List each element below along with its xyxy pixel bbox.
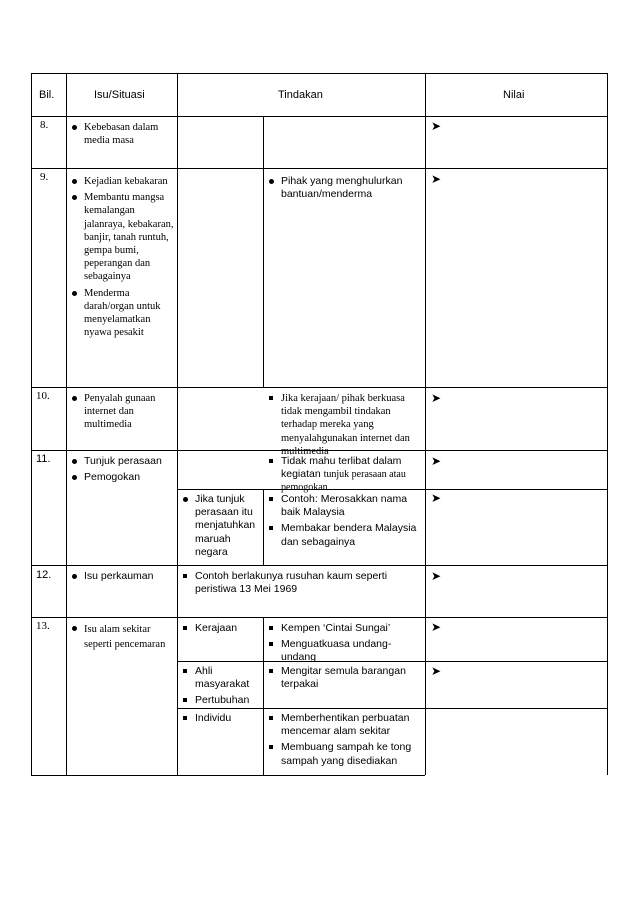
item-text: Pertubuhan (195, 694, 250, 707)
item-text: Membakar bendera Malaysia dan sebagainya (281, 522, 417, 548)
item-text: Isu alam sekitar seperti pencemaran (84, 624, 166, 650)
item-text: Pihak yang menghulurkan bantuan/menderma (281, 175, 403, 201)
arrowhead-icon: ➤ (431, 119, 442, 133)
item-text: Membantu mangsa kemalangan jalanraya, kebakaran, banjir, tanah runtuh, gempa bumi, peperangan dan sebagainya (84, 192, 174, 283)
rule-col-tindakan-inner-8-9 (263, 116, 264, 387)
list-item (70, 570, 174, 583)
row-number: 10. (36, 390, 50, 402)
item-text: Contoh berlakunya rusuhan kaum seperti peristiwa 13 Mei 1969 (195, 570, 388, 596)
item-text: Tidak mahu terlibat dalam kegiatan (281, 455, 402, 481)
item-text: Kebebasan dalam media masa (84, 122, 159, 147)
list-item (70, 191, 174, 283)
item-text: Ahli masyarakat (195, 665, 250, 691)
list-item (267, 522, 424, 548)
list-item (267, 665, 424, 691)
rule-row-8-bottom (31, 168, 607, 169)
item-text: Individu (195, 712, 232, 724)
rule-top (31, 73, 607, 74)
item-text: Menderma darah/organ untuk menyelamatkan nyawa pesakit (84, 287, 161, 339)
item-text: Mengitar semula barangan terpakai (281, 665, 406, 691)
list-item (267, 712, 424, 738)
cell-tindakan (267, 665, 424, 694)
arrowhead-icon: ➤ (431, 491, 442, 505)
arrowhead-icon: ➤ (431, 569, 442, 583)
cell-isu (70, 175, 174, 342)
cell-isu (70, 121, 174, 150)
header-isu-situasi: Isu/Situasi (94, 89, 145, 101)
cell-pihak (181, 665, 261, 711)
cell-situasi (181, 493, 261, 562)
rule-row-9-bottom (31, 387, 607, 388)
row-number: 12. (36, 569, 52, 581)
rule-col-tindakan-inner-13 (263, 617, 264, 775)
cell-tindakan (267, 392, 424, 457)
cell-isu (70, 455, 174, 487)
list-item (181, 570, 421, 596)
item-text: Jika tunjuk perasaan itu menjatuhkan maruah negara (195, 493, 256, 558)
row-number: 13. (36, 620, 50, 632)
rule-header-bottom (31, 116, 607, 117)
list-item (267, 455, 424, 495)
rule-col-bil (66, 73, 67, 775)
row-number: 8. (40, 119, 49, 131)
rule-left (31, 73, 32, 775)
cell-isu (70, 570, 174, 586)
item-text: Menguatkuasa undang-undang (281, 638, 392, 664)
header-nilai: Nilai (503, 89, 525, 101)
item-text: Kejadian kebakaran (84, 176, 168, 187)
rule-col-nilai (425, 73, 426, 775)
item-text: Penyalah gunaan internet dan multimedia (84, 393, 156, 431)
arrowhead-icon: ➤ (431, 172, 442, 186)
cell-tindakan (267, 455, 424, 494)
list-item (267, 638, 424, 664)
item-text: Kempen ‘Cintai Sungai’ (281, 622, 391, 634)
item-text-continued: tunjuk perasaan atau pemogokan (281, 469, 406, 494)
item-text: Kerajaan (195, 622, 238, 634)
cell-pihak (181, 712, 261, 728)
list-item (70, 471, 174, 484)
rule-right (607, 73, 608, 775)
arrowhead-icon: ➤ (431, 620, 442, 634)
item-text: Isu perkauman (84, 570, 154, 582)
rule-col-tindakan-inner-11 (263, 489, 264, 565)
item-text: Membuang sampah ke tong sampah yang disediakan (281, 741, 412, 767)
list-item (70, 392, 174, 432)
list-item (70, 287, 174, 340)
cell-tindakan (267, 622, 424, 664)
cell-tindakan (181, 570, 421, 599)
list-item (181, 694, 261, 707)
rule-col-isu (177, 73, 178, 775)
arrowhead-icon: ➤ (431, 454, 442, 468)
list-item (70, 175, 174, 188)
list-item (181, 665, 261, 691)
list-item (267, 392, 424, 458)
list-item (181, 712, 261, 725)
cell-tindakan (267, 493, 424, 552)
item-text: Tunjuk perasaan (84, 455, 162, 467)
cell-pihak (181, 622, 261, 638)
header-bil: Bil. (39, 89, 55, 101)
cell-isu (70, 622, 174, 655)
list-item (70, 121, 174, 147)
list-item (267, 175, 422, 201)
item-text: Memberhentikan perbuatan mencemar alam sekitar (281, 712, 410, 738)
list-item (267, 493, 424, 519)
rule-row-13-bottom-partial (31, 775, 425, 776)
list-item (70, 622, 174, 652)
list-item (70, 455, 174, 468)
item-text: Pemogokan (84, 471, 141, 484)
cell-isu (70, 392, 174, 435)
arrowhead-icon: ➤ (431, 391, 442, 405)
cell-tindakan (267, 712, 424, 775)
item-text: Contoh: Merosakkan nama baik Malaysia (281, 493, 408, 519)
rule-row-12-bottom (31, 617, 607, 618)
arrowhead-icon: ➤ (431, 664, 442, 678)
rule-row-11-bottom (31, 565, 607, 566)
header-tindakan: Tindakan (278, 89, 323, 101)
row-number: 9. (40, 171, 49, 183)
list-item (267, 622, 424, 635)
item-text: Jika kerajaan/ pihak berkuasa tidak mengambil tindakan terhadap mereka yang menyalahgunakan internet dan multimedia (281, 393, 410, 457)
list-item (267, 741, 424, 767)
cell-tindakan (267, 175, 422, 204)
row-number: 11. (36, 453, 51, 465)
list-item (181, 622, 261, 635)
list-item (181, 493, 261, 559)
